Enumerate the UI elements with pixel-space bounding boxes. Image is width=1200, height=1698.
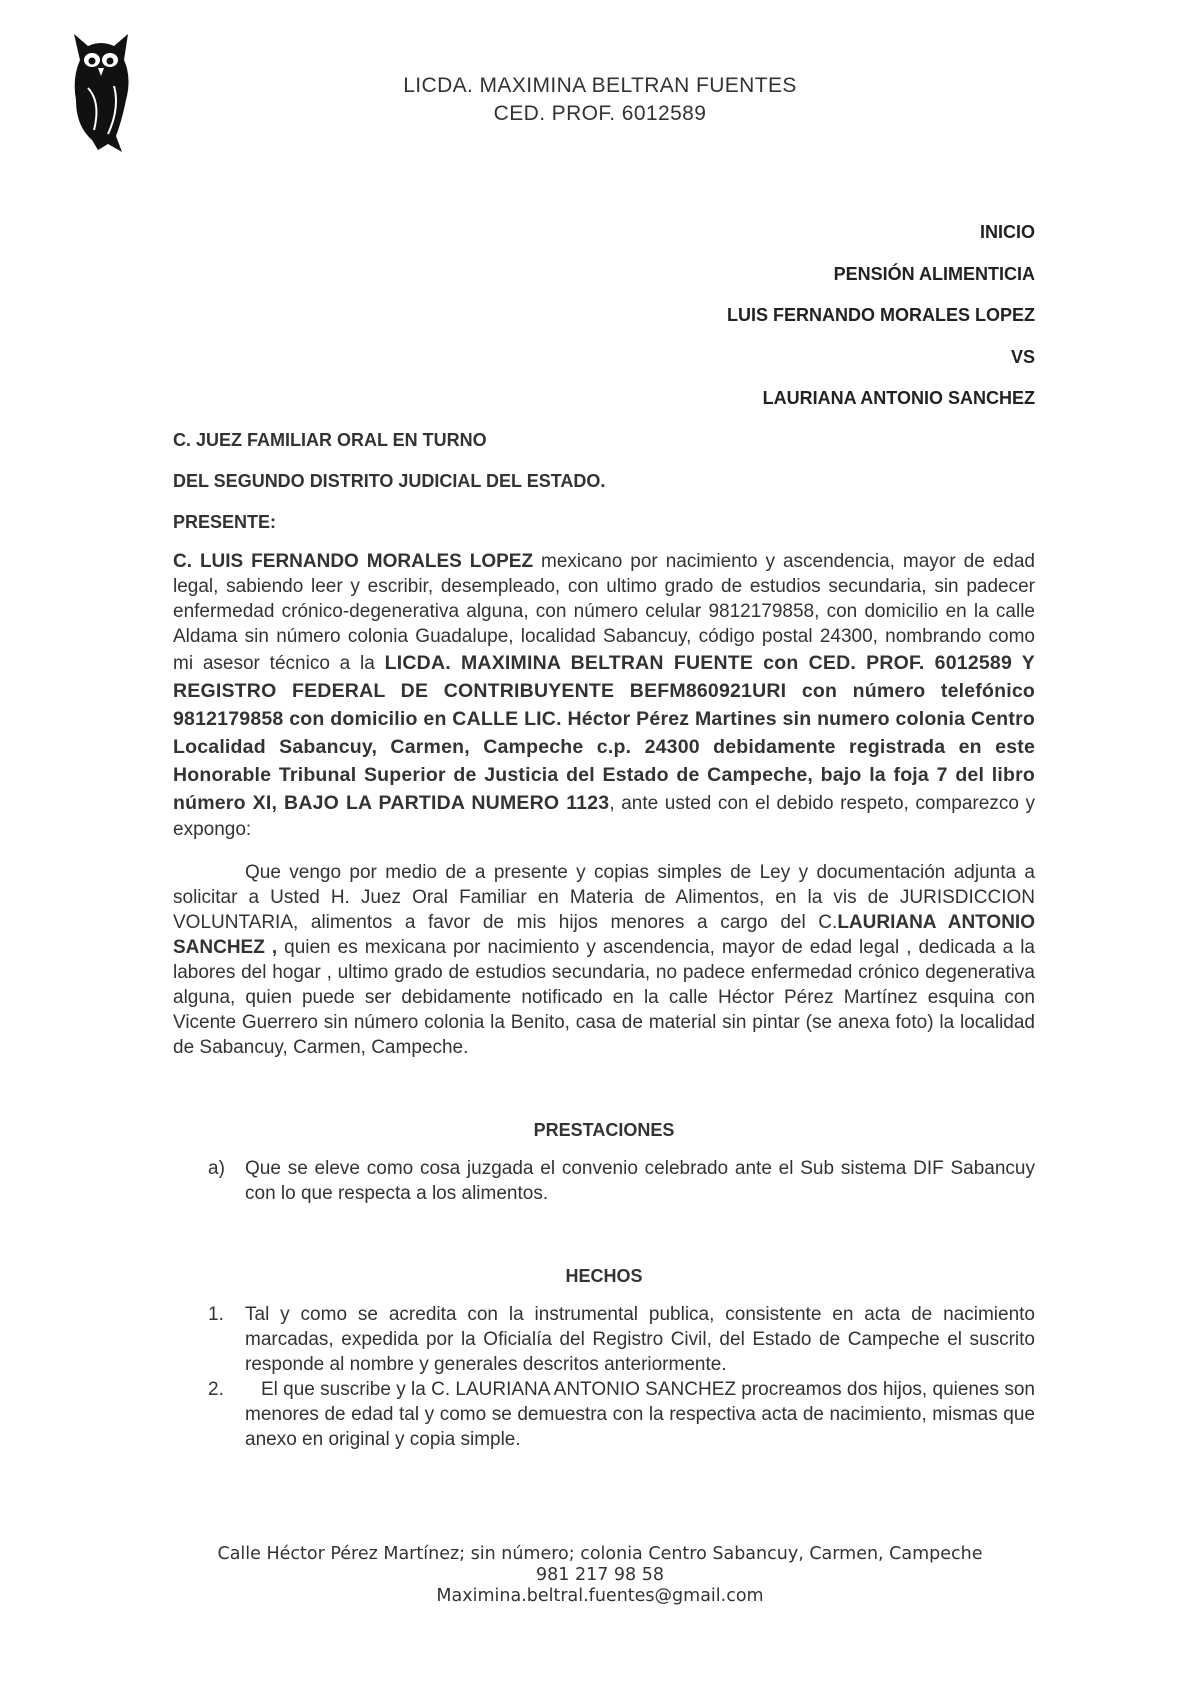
addressee-line-2: DEL SEGUNDO DISTRITO JUDICIAL DEL ESTADO. — [173, 471, 606, 491]
caption-line-1: INICIO — [979, 222, 1035, 242]
list-item — [173, 1302, 1035, 1377]
document-body — [173, 428, 1041, 1452]
intro-paragraph — [173, 549, 1035, 842]
intro-text-a: mexicano por nacimiento y ascendencia, mayor de edad legal, sabiendo leer y escribir, desempleado, con ultimo grado de estudios secundaria, sin padecer enfermedad crónico-degenerativa alguna, con número celular 9812179858, con domicilio en la calle Aldama sin número colonia Guadalupe, localidad Sabancuy, código postal 24300, nombrando como mi asesor técnico a la — [173, 551, 1035, 674]
hechos-heading: HECHOS — [565, 1266, 643, 1286]
footer-phone: 981 217 98 58 — [535, 1565, 665, 1585]
plaintiff-name: C. LUIS FERNANDO MORALES LOPEZ — [173, 551, 534, 572]
advisor-details: LICDA. MAXIMINA BELTRAN FUENTE con CED. PROF. 6012589 Y REGISTRO FEDERAL DE CONTRIBUYENTE BEFM860921URI con número telefónico 9812179858 con domicilio en CALLE LIC. Héctor Pérez Martines sin numero colonia Centro Localidad Sabancuy, Carmen, Campeche c.p. 24300 debidamente registrada en este Honorable Tribunal Superior de Justicia del Estado de Campeche, bajo la foja 7 del libro número XI, BAJO LA PARTIDA NUMERO 1123 — [173, 652, 1035, 814]
caption-line-5: LAURIANA ANTONIO SANCHEZ — [762, 388, 1035, 408]
footer-email: Maximina.beltral.fuentes@gmail.com — [436, 1586, 764, 1606]
hechos-list — [173, 1302, 1041, 1452]
list-marker: 2. — [208, 1379, 224, 1400]
prestaciones-list — [173, 1156, 1035, 1206]
addressee-line-1: C. JUEZ FAMILIAR ORAL EN TURNO — [173, 430, 487, 450]
caption-line-4: VS — [1010, 346, 1035, 367]
list-marker: a) — [208, 1158, 225, 1179]
case-caption — [727, 220, 1035, 428]
list-item — [173, 1156, 1035, 1206]
defendant-name: LAURIANA ANTONIO SANCHEZ , — [173, 912, 1035, 958]
caption-line-3: LUIS FERNANDO MORALES LOPEZ — [726, 305, 1035, 325]
list-item — [173, 1377, 1041, 1452]
caption-line-2: PENSIÓN ALIMENTICIA — [833, 263, 1035, 284]
list-item-text: Tal y como se acredita con la instrumental publica, consistente en acta de nacimiento marcadas, expedida por la Oficialía del Registro Civil, del Estado de Campeche el suscrito responde al nombre y generales descritos anteriormente. — [245, 1304, 1035, 1375]
letterhead-footer — [0, 1544, 1200, 1607]
attorney-name: LICDA. MAXIMINA BELTRAN FUENTES — [403, 74, 797, 97]
request-text-a: Que vengo por medio de a presente y copias simples de Ley y documentación adjunta a solicitar a Usted H. Juez Oral Familiar en Materia de Alimentos, en la vis de JURISDICCION VOLUNTARIA, alimentos a favor de mis hijos menores a cargo del C. — [173, 862, 1035, 933]
list-item-text: El que suscribe y la C. LAURIANA ANTONIO SANCHEZ procreamos dos hijos, quienes son menores de edad tal y como se demuestra con la respectiva acta de nacimiento, mismas que anexo en original y copia simple. — [245, 1379, 1041, 1450]
list-item-text: Que se eleve como cosa juzgada el convenio celebrado ante el Sub sistema DIF Sabancuy con lo que respecta a los alimentos. — [245, 1158, 1035, 1204]
attorney-license: CED. PROF. 6012589 — [493, 102, 707, 125]
presente-label: PRESENTE: — [173, 512, 277, 532]
letterhead — [0, 72, 1200, 128]
prestaciones-heading: PRESTACIONES — [533, 1120, 675, 1140]
footer-address: Calle Héctor Pérez Martínez; sin número; colonia Centro Sabancuy, Carmen, Campeche — [217, 1544, 983, 1564]
intro-text-b: , ante usted con el debido respeto, comparezco y expongo: — [173, 793, 1035, 840]
list-marker: 1. — [208, 1304, 224, 1325]
request-paragraph — [173, 860, 1035, 1060]
request-text-b: quien es mexicana por nacimiento y ascendencia, mayor de edad legal , dedicada a la labores del hogar , ultimo grado de estudios secundaria, no padece enfermedad crónico degenerativa alguna, quien puede ser debidamente notificado en la calle Héctor Pérez Martínez esquina con Vicente Guerrero sin número colonia la Benito, casa de material sin pintar (se anexa foto) la localidad de Sabancuy, Carmen, Campeche. — [173, 937, 1035, 1058]
